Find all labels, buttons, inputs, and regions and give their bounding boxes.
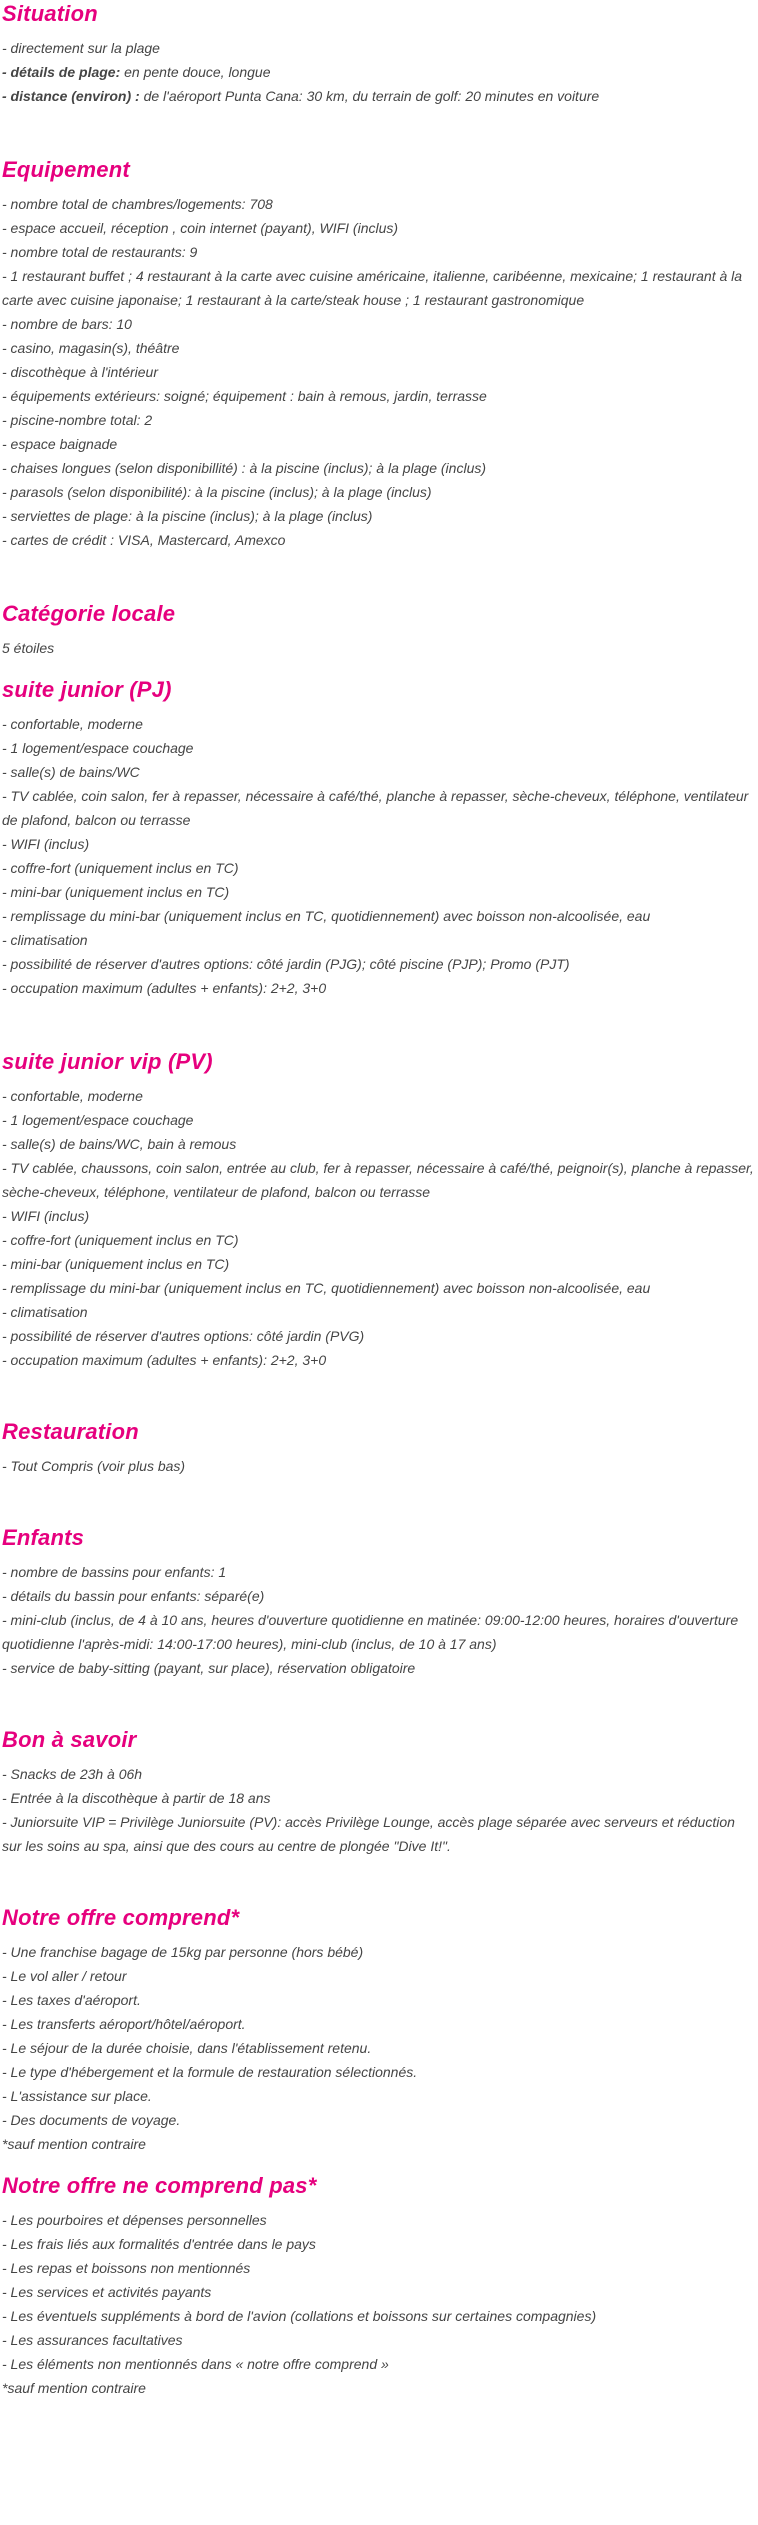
list-item: - mini-bar (uniquement inclus en TC) <box>2 1256 230 1272</box>
list-item: - Les assurances facultatives <box>2 2332 183 2348</box>
list-item: - WIFI (inclus) <box>2 836 90 852</box>
list-item: - possibilité de réserver d'autres options: côté jardin (PJG); côté piscine (PJP); Promo (PJT) <box>2 956 570 972</box>
section-situation <box>2 0 756 108</box>
list-item: - cartes de crédit : VISA, Mastercard, Amexco <box>2 532 286 548</box>
line-label: - détails de plage: <box>2 64 121 80</box>
spacer <box>2 660 756 676</box>
list-item <box>2 84 756 108</box>
list-item: - Entrée à la discothèque à partir de 18 ans <box>2 1790 271 1806</box>
section-enfants <box>2 1524 756 1680</box>
list-item: - occupation maximum (adultes + enfants): 2+2, 3+0 <box>2 980 327 996</box>
section-title-bon-a-savoir: Bon à savoir <box>2 1727 137 1752</box>
spacer <box>2 2156 756 2172</box>
list-item: - climatisation <box>2 1304 88 1320</box>
enfants-lines <box>2 1560 756 1680</box>
section-title-restauration: Restauration <box>2 1419 139 1444</box>
line-text: - directement sur la plage <box>2 40 160 56</box>
section-title-offre-comprend: Notre offre comprend* <box>2 1905 240 1930</box>
section-categorie <box>2 600 756 660</box>
list-item: - chaises longues (selon disponibillité) : à la piscine (inclus); à la plage (inclus) <box>2 460 487 476</box>
list-item: - piscine-nombre total: 2 <box>2 412 153 428</box>
list-item: - possibilité de réserver d'autres options: côté jardin (PVG) <box>2 1328 365 1344</box>
spacer <box>2 1680 756 1726</box>
list-item: - Les frais liés aux formalités d'entrée dans le pays <box>2 2236 316 2252</box>
section-suite-junior <box>2 676 756 1000</box>
list-item: - Le séjour de la durée choisie, dans l'établissement retenu. <box>2 2040 372 2056</box>
list-item: - Juniorsuite VIP = Privilège Juniorsuite (PV): accès Privilège Lounge, accès plage séparée avec serveurs et réduction sur les soins au spa, ainsi que des cours au centre de plongée "Dive It!". <box>2 1814 735 1854</box>
list-item: - confortable, moderne <box>2 716 143 732</box>
line-text: de l'aéroport Punta Cana: 30 km, du terrain de golf: 20 minutes en voiture <box>139 88 600 104</box>
section-equipement <box>2 156 756 552</box>
list-item: - nombre de bars: 10 <box>2 316 132 332</box>
spacer <box>2 1372 756 1418</box>
spacer <box>2 1000 756 1048</box>
list-item: - remplissage du mini-bar (uniquement inclus en TC, quotidiennement) avec boisson non-alcoolisée, eau <box>2 1280 651 1296</box>
list-item: - nombre total de chambres/logements: 708 <box>2 196 273 212</box>
list-item: - climatisation <box>2 932 88 948</box>
list-item: - Tout Compris (voir plus bas) <box>2 1458 186 1474</box>
list-item: - 1 logement/espace couchage <box>2 1112 194 1128</box>
list-item: - Les services et activités payants <box>2 2284 212 2300</box>
list-item: - espace accueil, réception , coin internet (payant), WIFI (inclus) <box>2 220 399 236</box>
offre-ne-comprend-pas-lines <box>2 2208 756 2400</box>
list-item: - remplissage du mini-bar (uniquement inclus en TC, quotidiennement) avec boisson non-alcoolisée, eau <box>2 908 651 924</box>
section-title-categorie: Catégorie locale <box>2 601 176 626</box>
list-item: - salle(s) de bains/WC, bain à remous <box>2 1136 237 1152</box>
list-item: - salle(s) de bains/WC <box>2 764 140 780</box>
section-offre-ne-comprend-pas <box>2 2172 756 2400</box>
list-item: - WIFI (inclus) <box>2 1208 90 1224</box>
list-item: - nombre total de restaurants: 9 <box>2 244 198 260</box>
list-item: - Les pourboires et dépenses personnelles <box>2 2212 267 2228</box>
list-item: - mini-bar (uniquement inclus en TC) <box>2 884 230 900</box>
list-item: - TV cablée, chaussons, coin salon, entrée au club, fer à repasser, nécessaire à café/thé, peignoir(s), planche à repasser, sèche-cheveux, téléphone, ventilateur de plafond, balcon ou terrasse <box>2 1160 754 1200</box>
list-item: - Les éventuels suppléments à bord de l'avion (collations et boissons sur certaines compagnies) <box>2 2308 597 2324</box>
list-item: - espace baignade <box>2 436 118 452</box>
spacer <box>2 552 756 600</box>
list-item: - Des documents de voyage. <box>2 2112 181 2128</box>
list-item: - nombre de bassins pour enfants: 1 <box>2 1564 227 1580</box>
list-item: - Le type d'hébergement et la formule de restauration sélectionnés. <box>2 2064 418 2080</box>
list-item: - casino, magasin(s), théâtre <box>2 340 180 356</box>
section-bon-a-savoir <box>2 1726 756 1858</box>
list-item: - Le vol aller / retour <box>2 1968 127 1984</box>
list-item: - détails du bassin pour enfants: séparé(e) <box>2 1588 265 1604</box>
list-item: - Les taxes d'aéroport. <box>2 1992 141 2008</box>
suite-junior-lines <box>2 712 756 1000</box>
spacer <box>2 1478 756 1524</box>
list-item: - occupation maximum (adultes + enfants): 2+2, 3+0 <box>2 1352 327 1368</box>
list-item: - Les repas et boissons non mentionnés <box>2 2260 251 2276</box>
spacer <box>2 1858 756 1904</box>
situation-lines <box>2 36 756 108</box>
spacer <box>2 108 756 156</box>
list-item: - discothèque à l'intérieur <box>2 364 158 380</box>
suite-junior-vip-lines <box>2 1084 756 1372</box>
section-suite-junior-vip <box>2 1048 756 1372</box>
list-item: - service de baby-sitting (payant, sur place), réservation obligatoire <box>2 1660 416 1676</box>
section-title-equipement: Equipement <box>2 157 130 182</box>
line-label: - distance (environ) : <box>2 88 140 104</box>
list-item: - 1 restaurant buffet ; 4 restaurant à la carte avec cuisine américaine, italienne, caribéenne, mexicaine; 1 restaurant à la carte avec cuisine japonaise; 1 restaurant à la carte/steak house ; 1 restaurant gastronomique <box>2 268 743 308</box>
list-item: *sauf mention contraire <box>2 2380 146 2396</box>
list-item: *sauf mention contraire <box>2 2136 146 2152</box>
list-item: - confortable, moderne <box>2 1088 143 1104</box>
equipement-lines <box>2 192 756 552</box>
section-offre-comprend <box>2 1904 756 2156</box>
list-item <box>2 60 756 84</box>
list-item: - mini-club (inclus, de 4 à 10 ans, heures d'ouverture quotidienne en matinée: 09:00-12:00 heures, horaires d'ouverture quotidienne l'après-midi: 14:00-17:00 heures), mini-club (inclus, de 10 à 17 ans) <box>2 1612 739 1652</box>
list-item: - équipements extérieurs: soigné; équipement : bain à remous, jardin, terrasse <box>2 388 487 404</box>
list-item: - Les éléments non mentionnés dans « notre offre comprend » <box>2 2356 389 2372</box>
categorie-lines <box>2 636 756 660</box>
list-item: - coffre-fort (uniquement inclus en TC) <box>2 860 239 876</box>
list-item <box>2 36 756 60</box>
bon-a-savoir-lines <box>2 1762 756 1858</box>
list-item: - parasols (selon disponibilité): à la piscine (inclus); à la plage (inclus) <box>2 484 432 500</box>
line-text: en pente douce, longue <box>120 64 271 80</box>
section-title-situation: Situation <box>2 1 98 26</box>
list-item: - coffre-fort (uniquement inclus en TC) <box>2 1232 239 1248</box>
offre-comprend-lines <box>2 1940 756 2156</box>
list-item: - Une franchise bagage de 15kg par personne (hors bébé) <box>2 1944 364 1960</box>
list-item: - TV cablée, coin salon, fer à repasser, nécessaire à café/thé, planche à repasser, sèche-cheveux, téléphone, ventilateur de plafond, balcon ou terrasse <box>2 788 749 828</box>
list-item: - Snacks de 23h à 06h <box>2 1766 143 1782</box>
list-item: - 1 logement/espace couchage <box>2 740 194 756</box>
section-title-suite-junior: suite junior (PJ) <box>2 677 172 702</box>
section-title-suite-junior-vip: suite junior vip (PV) <box>2 1049 213 1074</box>
restauration-lines <box>2 1454 756 1478</box>
list-item: - Les transferts aéroport/hôtel/aéroport. <box>2 2016 246 2032</box>
section-title-enfants: Enfants <box>2 1525 85 1550</box>
list-item: - serviettes de plage: à la piscine (inclus); à la plage (inclus) <box>2 508 373 524</box>
list-item: 5 étoiles <box>2 640 55 656</box>
list-item: - L'assistance sur place. <box>2 2088 152 2104</box>
section-restauration <box>2 1418 756 1478</box>
section-title-offre-ne-comprend-pas: Notre offre ne comprend pas* <box>2 2173 317 2198</box>
